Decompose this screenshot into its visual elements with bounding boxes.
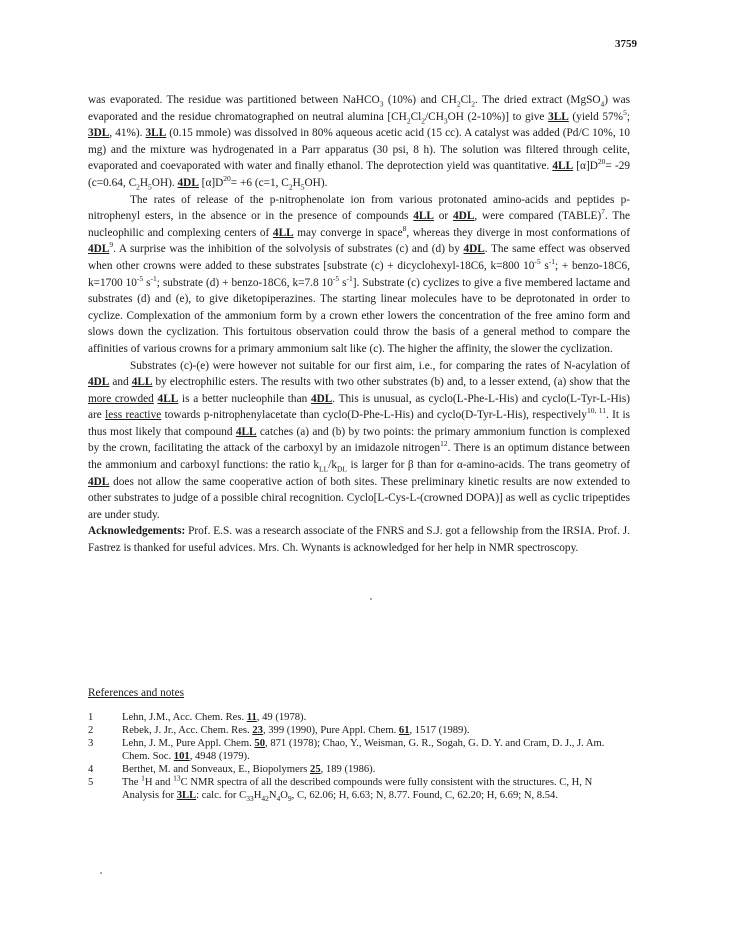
reference-item: 2 Rebek, J. Jr., Acc. Chem. Res. 23, 399 (1990), Pure Appl. Chem. 61, 1517 (1989). [88, 725, 470, 736]
scan-speck [100, 872, 102, 874]
compound-label: 4LL [157, 392, 179, 405]
reference-item: 3 Lehn, J. M., Pure Appl. Chem. 50, 871 (1978); Chao, Y., Weisman, G. R., Sogah, G. D. Y. and Cram, D. J., J. Am. Chem. Soc. 101, 4948 (1979). [88, 738, 605, 762]
compound-label: 4DL [88, 243, 110, 256]
reference-item: 1 Lehn, J.M., Acc. Chem. Res. 11, 49 (1978). [88, 712, 307, 723]
emphasis: less reactive [105, 409, 162, 422]
emphasis: more crowded [88, 392, 154, 405]
compound-label: 3DL [88, 127, 110, 140]
compound-label: 3LL [548, 110, 569, 123]
compound-label: 4DL [453, 210, 475, 223]
acknowledgements-label: Acknowledgements: [88, 525, 186, 538]
compound-label: 4LL [413, 210, 434, 223]
compound-label: 3LL [145, 127, 167, 140]
references-list [88, 711, 630, 802]
compound-label: 4LL [235, 425, 257, 438]
compound-label: 4DL [88, 376, 110, 389]
compound-label: 4LL [272, 226, 294, 239]
reference-item: 5 The $^1$H and $^{13}$C NMR spectra of all the described compounds were fully consistent with the structures. C, H, N Analysis for 3LL: calc. for $C_{33}H_{42}N_4O_9$, C, 62.06; H, 6.63; N, 8.77. Found, C, 62.20; H, 6.69; N, 8.54. [88, 773, 593, 804]
body-text [88, 92, 630, 557]
paragraph-experimental: was evaporated. The residue was partitioned between NaHCO$_3$ (10%) and $CH_2Cl_2$. The dried extract (MgSO$_4$) was evaporated and the residue chromatographed on neutral alumina [$CH_2Cl_2/CH_3OH$ (2-10%)] to give 3LL (yield 57%$^5$; 3DL, 41%). 3LL (0.15 mmole) was dissolved in 80% aqueous acetic acid (15 cc). A catalyst was added (Pd/C 10%, 10 mg) and the mixture was hydrogenated in a Parr apparatus (30 psi, 8 h). The solution was filtered through celite, evaporated and coevaporated with water and finally ethanol. The deprotection yield was quantitative. 4LL $[\alpha]D^{20}= -29$ (c=0.64, $C_2H_5OH$). 4DL $[\alpha]D^{20}= +6$ (c=1, $C_2H_5OH$). [88, 94, 631, 192]
paragraph-substrates: Substrates (c)-(e) were however not suitable for our first aim, i.e., for comparing the rates of N-acylation of 4DL and 4LL by electrophilic esters. The results with two other substrates (b) and, to a lesser extend, (a) show that the more crowded 4LL is a better nucleophile than 4DL. This is unusual, as cyclo(L-Phe-L-His) and cyclo(L-Tyr-L-His) are less reactive towards p-nitrophenylacetate than cyclo(D-Phe-L-His) and cyclo(D-Tyr-L-His), respectively$^{10, 11}$. It is thus most likely that compound 4LL catches (a) and (b) by two points: the primary ammonium function is complexed by the crown, facilitating the attack of the carboxyl by an imidazole nitrogen$^{12}$. There is an optimum distance between the ammonium and carboxyl functions: the ratio $k_{LL}/k_{DL}$ is larger for β than for α-amino-acids. The trans geometry of 4DL does not allow the same cooperative action of both sites. These preliminary kinetic results are now extended to other substrates to judge of a possible chiral recognition. Cyclo[L-Cys-L-(crowned DOPA)] as well as cyclic tripeptides are under study. [88, 359, 630, 521]
compound-label: 4DL [177, 176, 199, 189]
acknowledgements: Acknowledgements: Prof. E.S. was a research associate of the FNRS and S.J. got a fellowship from the IRSIA. Prof. J. Fastrez is thanked for useful advices. Mrs. Ch. Wynants is acknowledged for her help in NMR spectroscopy. [88, 525, 630, 555]
reference-item: 4 Berthet, M. and Sonveaux, E., Biopolymers 25, 189 (1986). [88, 764, 376, 775]
compound-label: 4LL [131, 376, 153, 389]
page-number: 3759 [615, 38, 637, 50]
paragraph-rates: The rates of release of the p-nitrophenolate ion from various protonated amino-acids and peptides p-nitrophenyl esters, in the absence or in the presence of compounds 4LL or 4DL, were compared (TABLE)$^7$. The nucleophilic and complexing centers of 4LL may converge in space$^8$, whereas they diverge in most conformations of $4DL^9$. A surprise was the inhibition of the solvolysis of substrates (c) and (d) by 4DL. The same effect was observed when other crowns were added to these substrates [substrate (c) + dicyclohexyl-18C6, k=800 $10^{-5}$ $s^{-1}$; + benzo-18C6, k=1700 $10^{-5}$ $s^{-1}$; substrate (d) + benzo-18C6, k=7.8 $10^{-5}$ $s^{-1}$]. Substrate (c) cyclizes to give a five membered lactame and substrates (d) and (e), to give diketopiperazines. The starting linear molecules have to be deprotonated in order to cyclize. Complexation of the ammonium form by a crown ether lowers the concentration of the free amino form and slows down the cyclization. This fortuitous observation could throw the basis of a general method to compare the affinities of various crowns for a primary ammonium salt like (c). The higher the affinity, the slower the cyclization. [88, 193, 630, 355]
compound-label: 4DL [88, 475, 110, 488]
references-heading: References and notes [88, 687, 184, 699]
compound-label: 4LL [552, 160, 574, 173]
scan-speck [370, 598, 372, 600]
compound-label: 4DL [463, 243, 485, 256]
compound-label: 4DL [310, 392, 333, 405]
